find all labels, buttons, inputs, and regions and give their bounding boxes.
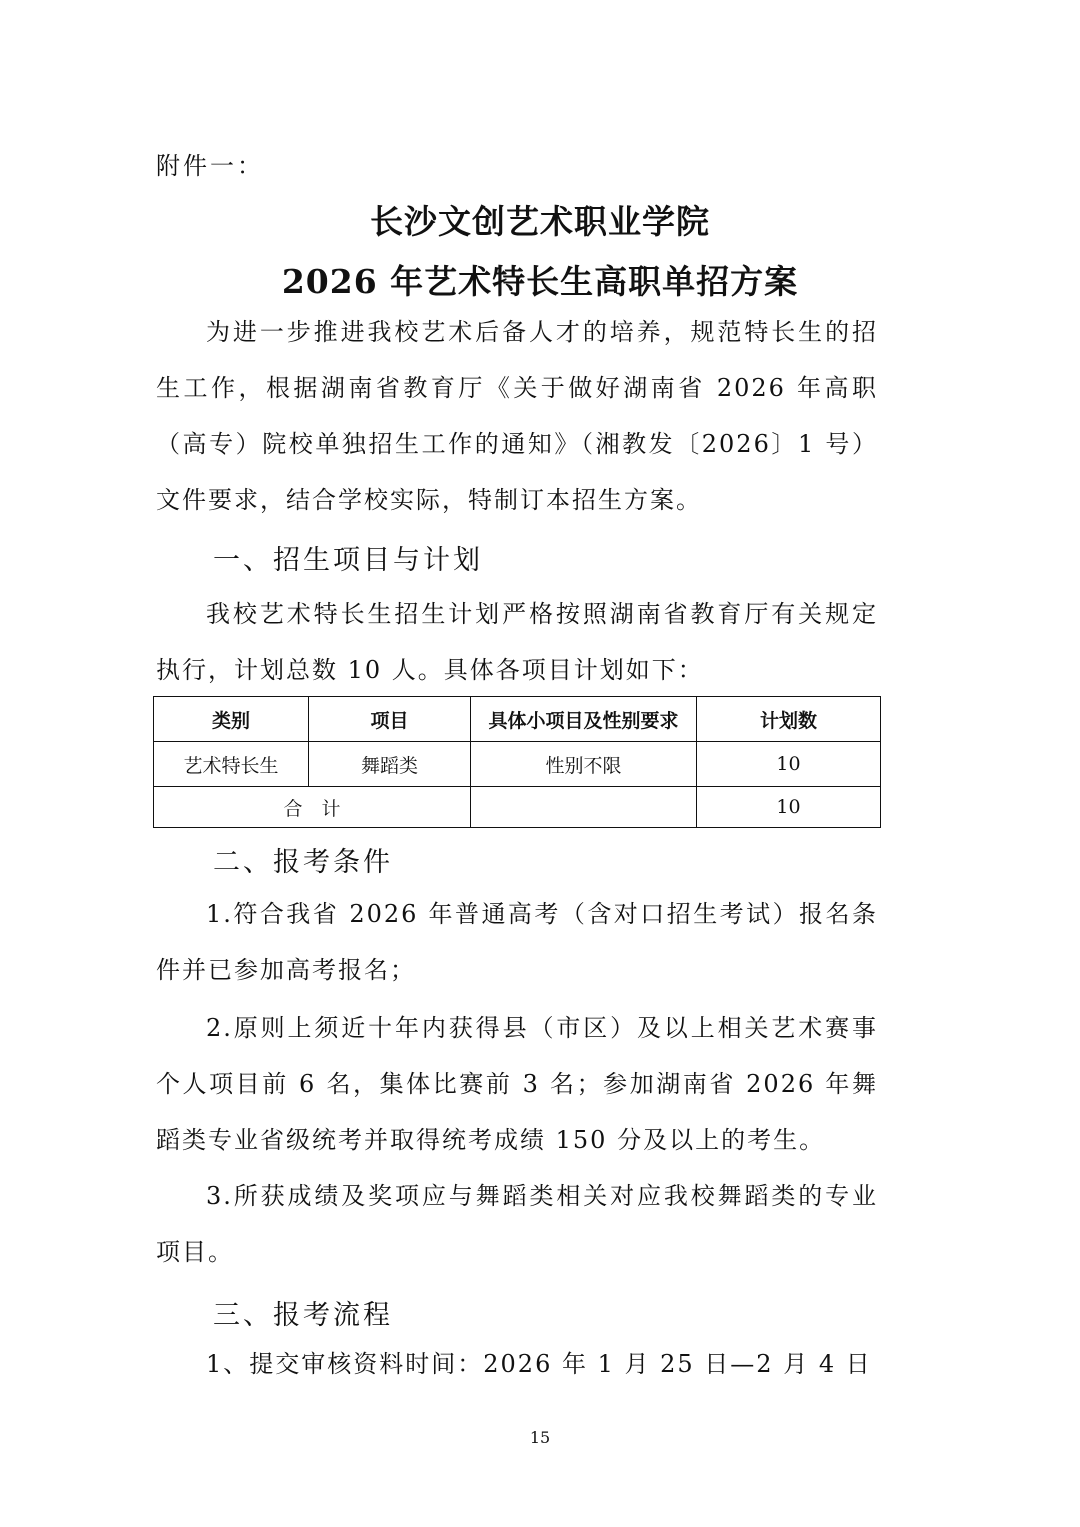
page-number: 15	[529, 1428, 551, 1447]
table-cell: 舞蹈类	[309, 742, 471, 787]
condition-item-3: 3.所获成绩及奖项应与舞蹈类相关对应我校舞蹈类的专业项目。	[156, 1182, 878, 1266]
condition-item-2: 2.原则上须近十年内获得县（市区）及以上相关艺术赛事个人项目前 6 名，集体比赛前 3 名；参加湖南省 2026 年舞蹈类专业省级统考并取得统考成绩 150 分及以上的考生。	[156, 1014, 878, 1154]
section1-paragraph: 我校艺术特长生招生计划严格按照湖南省教育厅有关规定执行，计划总数 10 人。具体各项目计划如下：	[156, 600, 878, 684]
table-cell: 艺术特长生	[154, 742, 309, 787]
table-cell: 10	[697, 742, 881, 787]
table-header-cell: 计划数	[697, 697, 881, 742]
table-cell: 性别不限	[471, 742, 697, 787]
section2-heading: 二、报考条件	[213, 847, 393, 878]
enrollment-plan-table	[153, 696, 881, 828]
table-header-cell: 具体小项目及性别要求	[471, 697, 697, 742]
condition-item-1: 1.符合我省 2026 年普通高考（含对口招生考试）报名条件并已参加高考报名；	[156, 900, 878, 984]
table-total-value: 10	[697, 787, 881, 828]
intro-paragraph: 为进一步推进我校艺术后备人才的培养，规范特长生的招生工作，根据湖南省教育厅《关于做好湖南省 2026 年高职（高专）院校单独招生工作的通知》（湘教发〔2026〕1 号）文件要求，结合学校实际，特制订本招生方案。	[156, 318, 878, 514]
attachment-label: 附件一：	[156, 152, 264, 180]
process-item-1: 1、提交审核资料时间：2026 年 1 月 25 日—2 月 4 日	[206, 1350, 872, 1378]
table-header-cell: 项目	[309, 697, 471, 742]
section3-heading: 三、报考流程	[213, 1300, 393, 1331]
table-row	[154, 742, 881, 787]
document-title-line2: 2026 年艺术特长生高职单招方案	[281, 262, 799, 301]
table-header-row	[154, 697, 881, 742]
section1-heading: 一、招生项目与计划	[213, 545, 483, 576]
table-header-cell: 类别	[154, 697, 309, 742]
table-total-row	[154, 787, 881, 828]
table-cell-empty	[471, 787, 697, 828]
document-title-line1: 长沙文创艺术职业学院	[370, 202, 710, 241]
table-total-label: 合 计	[154, 787, 471, 828]
